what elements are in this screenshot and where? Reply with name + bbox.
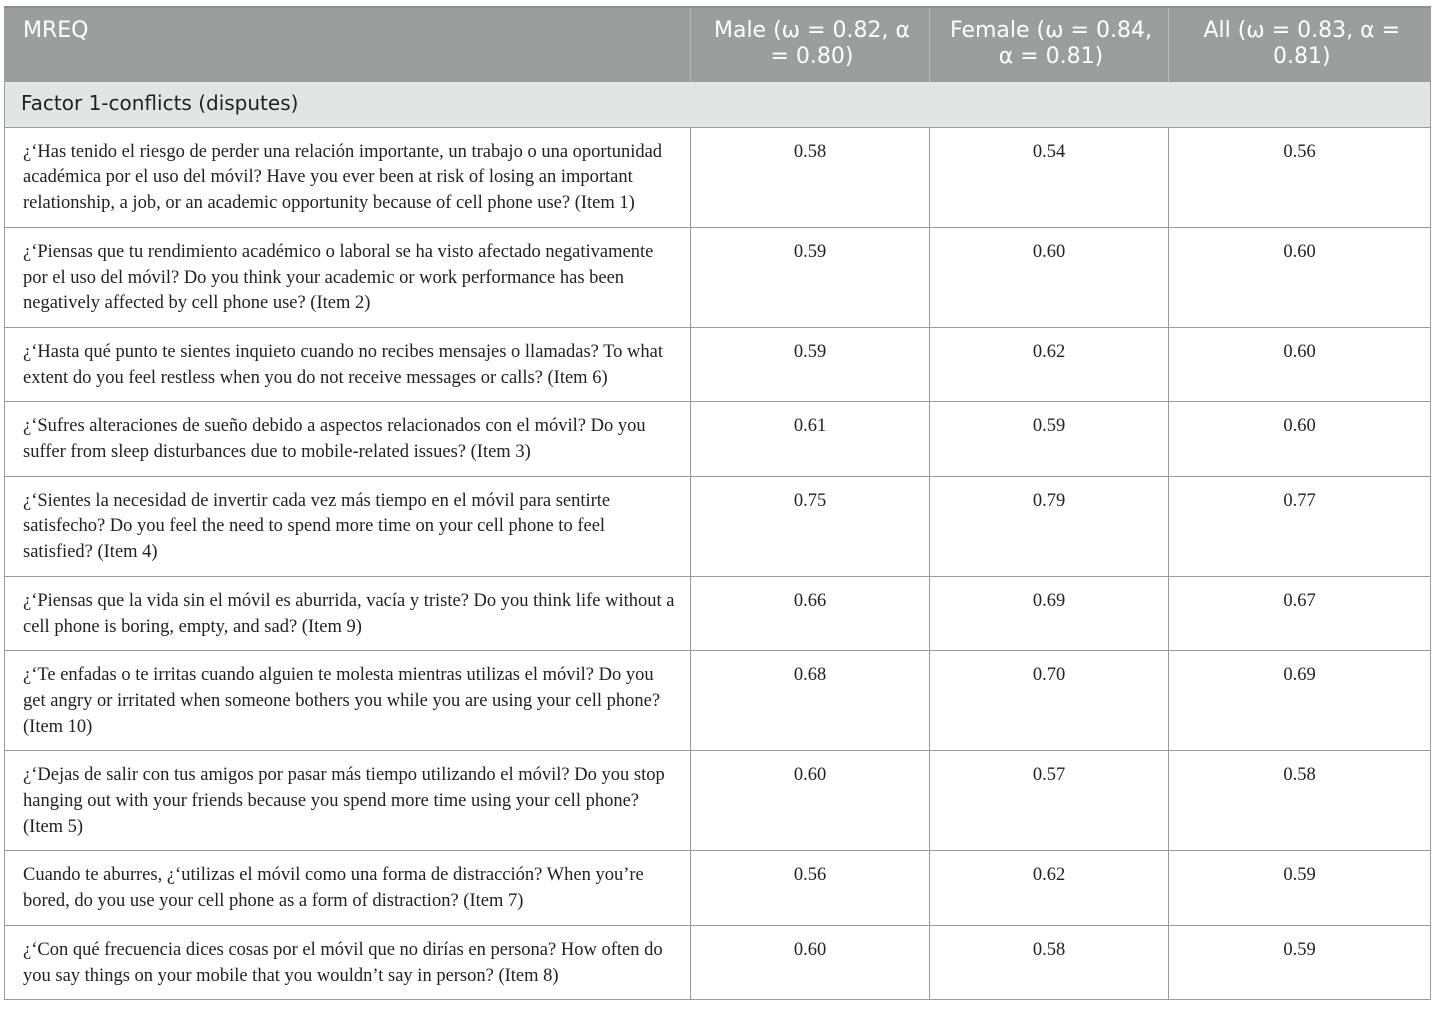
male-value: 0.68 xyxy=(691,651,930,751)
table-row xyxy=(5,227,1431,327)
female-value: 0.54 xyxy=(930,127,1169,227)
female-value: 0.69 xyxy=(930,576,1169,650)
male-value: 0.59 xyxy=(691,327,930,401)
item-text: Cuando te aburres, ¿‘utilizas el móvil como una forma de distracción? When you’re bored, do you use your cell phone as a form of distraction? (Item 7) xyxy=(5,851,691,925)
table-row xyxy=(5,851,1431,925)
female-value: 0.79 xyxy=(930,476,1169,576)
section-label: Factor 1-conflicts (disputes) xyxy=(5,82,1431,128)
all-value: 0.69 xyxy=(1169,651,1431,751)
male-value: 0.75 xyxy=(691,476,930,576)
female-value: 0.59 xyxy=(930,402,1169,476)
male-value: 0.58 xyxy=(691,127,930,227)
mreq-table-container xyxy=(4,6,1430,1000)
all-value: 0.59 xyxy=(1169,851,1431,925)
item-text: ¿‘Hasta qué punto te sientes inquieto cuando no recibes mensajes o llamadas? To what extent do you feel restless when you do not receive messages or calls? (Item 6) xyxy=(5,327,691,401)
male-value: 0.59 xyxy=(691,227,930,327)
female-value: 0.62 xyxy=(930,851,1169,925)
table-row xyxy=(5,327,1431,401)
female-value: 0.62 xyxy=(930,327,1169,401)
table-row xyxy=(5,925,1431,999)
all-value: 0.58 xyxy=(1169,751,1431,851)
header-mreq: MREQ xyxy=(5,7,691,82)
female-value: 0.57 xyxy=(930,751,1169,851)
header-male: Male (ω = 0.82, α = 0.80) xyxy=(691,7,930,82)
item-text: ¿‘Con qué frecuencia dices cosas por el móvil que no dirías en persona? How often do you say things on your mobile that you wouldn’t say in person? (Item 8) xyxy=(5,925,691,999)
item-text: ¿‘Piensas que la vida sin el móvil es aburrida, vacía y triste? Do you think life without a cell phone is boring, empty, and sad? (Item 9) xyxy=(5,576,691,650)
all-value: 0.67 xyxy=(1169,576,1431,650)
male-value: 0.61 xyxy=(691,402,930,476)
item-text: ¿‘Dejas de salir con tus amigos por pasar más tiempo utilizando el móvil? Do you stop hanging out with your friends because you spend more time using your cell phone? (Item 5) xyxy=(5,751,691,851)
female-value: 0.70 xyxy=(930,651,1169,751)
table-row xyxy=(5,402,1431,476)
all-value: 0.60 xyxy=(1169,402,1431,476)
header-all: All (ω = 0.83, α = 0.81) xyxy=(1169,7,1431,82)
table-row xyxy=(5,127,1431,227)
male-value: 0.60 xyxy=(691,925,930,999)
male-value: 0.56 xyxy=(691,851,930,925)
section-row xyxy=(5,82,1431,128)
male-value: 0.60 xyxy=(691,751,930,851)
header-female: Female (ω = 0.84, α = 0.81) xyxy=(930,7,1169,82)
all-value: 0.56 xyxy=(1169,127,1431,227)
mreq-factor-loadings-table xyxy=(4,6,1431,1000)
item-text: ¿‘Te enfadas o te irritas cuando alguien te molesta mientras utilizas el móvil? Do you get angry or irritated when someone bothers you while you are using your cell phone? (Item 10) xyxy=(5,651,691,751)
female-value: 0.60 xyxy=(930,227,1169,327)
item-text: ¿‘Has tenido el riesgo de perder una relación importante, un trabajo o una oportunidad académica por el uso del móvil? Have you ever been at risk of losing an important relationship, a job, or an academic opportunity because of cell phone use? (Item 1) xyxy=(5,127,691,227)
table-row xyxy=(5,576,1431,650)
all-value: 0.77 xyxy=(1169,476,1431,576)
table-row xyxy=(5,751,1431,851)
table-row xyxy=(5,476,1431,576)
all-value: 0.59 xyxy=(1169,925,1431,999)
item-text: ¿‘Piensas que tu rendimiento académico o laboral se ha visto afectado negativamente por el uso del móvil? Do you think your academic or work performance has been negatively affected by cell phone use? (Item 2) xyxy=(5,227,691,327)
table-header-row xyxy=(5,7,1431,82)
item-text: ¿‘Sufres alteraciones de sueño debido a aspectos relacionados con el móvil? Do you suffer from sleep disturbances due to mobile-related issues? (Item 3) xyxy=(5,402,691,476)
male-value: 0.66 xyxy=(691,576,930,650)
all-value: 0.60 xyxy=(1169,327,1431,401)
item-text: ¿‘Sientes la necesidad de invertir cada vez más tiempo en el móvil para sentirte satisfecho? Do you feel the need to spend more time on your cell phone to feel satisfied? (Item 4) xyxy=(5,476,691,576)
table-row xyxy=(5,651,1431,751)
all-value: 0.60 xyxy=(1169,227,1431,327)
female-value: 0.58 xyxy=(930,925,1169,999)
